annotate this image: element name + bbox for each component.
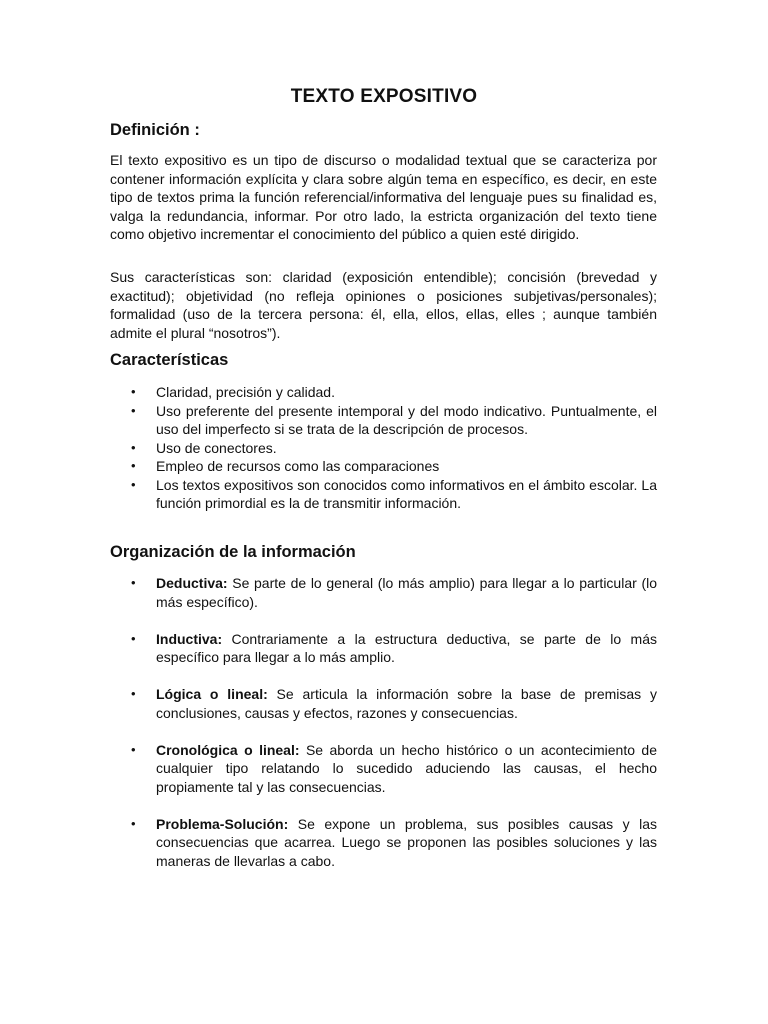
organization-term: Problema-Solución: — [156, 815, 289, 832]
list-item-text: Los textos expositivos son conocidos como informativos en el ámbito escolar. La función primordial es la de transmitir información. — [156, 476, 657, 511]
bullet-icon: • — [131, 384, 136, 399]
list-item — [110, 741, 657, 797]
bullet-icon: • — [131, 458, 136, 473]
list-item-text: Claridad, precisión y calidad. — [156, 384, 335, 400]
organization-description: Se aborda un hecho histórico o un acontecimiento de cualquier tipo relatando lo sucedido aduciendo las causas, el hecho propiamente tal y las consecuencias. — [156, 741, 657, 795]
organization-description: Se parte de lo general (lo más amplio) para llegar a lo particular (lo más específico). — [156, 575, 657, 610]
characteristics-list — [110, 383, 657, 513]
bullet-icon: • — [131, 575, 136, 590]
list-item-text: Uso preferente del presente intemporal y del modo indicativo. Puntualmente, el uso del imperfecto si se trata de la descripción de procesos. — [156, 402, 657, 437]
list-item — [110, 383, 657, 402]
bullet-icon: • — [131, 439, 136, 455]
bullet-icon: • — [131, 815, 136, 831]
list-item — [110, 630, 657, 667]
list-item — [110, 685, 657, 722]
organization-term: Lógica o lineal: — [156, 686, 268, 702]
list-item-text: Uso de conectores. — [156, 439, 277, 456]
definition-heading: Definición : — [110, 121, 200, 139]
organization-list — [110, 574, 657, 889]
list-item — [110, 439, 657, 458]
list-item — [110, 476, 657, 513]
bullet-icon: • — [131, 686, 136, 701]
organization-term: Cronológica o lineal: — [156, 741, 300, 758]
bullet-icon: • — [131, 402, 136, 418]
list-item — [110, 574, 657, 611]
characteristics-heading: Características — [110, 351, 229, 369]
list-item — [110, 815, 657, 871]
organization-heading: Organización de la información — [110, 543, 356, 561]
list-item — [110, 457, 657, 476]
organization-description: Contrariamente a la estructura deductiva, se parte de lo más específico para llegar a lo más amplio. — [156, 630, 657, 665]
organization-description: Se expone un problema, sus posibles causas y las consecuencias que acarrea. Luego se proponen las posibles soluciones y las maneras de llevarlas a cabo. — [156, 815, 657, 869]
bullet-icon: • — [131, 741, 136, 757]
list-item-text: Empleo de recursos como las comparaciones — [156, 458, 440, 474]
organization-term: Inductiva: — [156, 630, 223, 647]
organization-description: Se articula la información sobre la base de premisas y conclusiones, causas y efectos, razones y consecuencias. — [156, 686, 657, 721]
bullet-icon: • — [131, 476, 136, 492]
organization-term: Deductiva: — [156, 575, 228, 591]
definition-paragraph-1: El texto expositivo es un tipo de discurso o modalidad textual que se caracteriza por contener información explícita y clara sobre algún tema en específico, es decir, en este tipo de textos prima la función referencial/informativa del lenguaje pues su finalidad es, valga la redundancia, informar. Por otro lado, la estricta organización del texto tiene como objetivo incrementar el conocimiento del público a quien esté dirigido. — [110, 152, 657, 242]
definition-paragraph-2: Sus características son: claridad (exposición entendible); concisión (brevedad y exactitud); objetividad (no refleja opiniones o posiciones subjetivas/personales); formalidad (uso de la tercera persona: él, ella, ellos, ellas, elles ; aunque también admite el plural “nosotros”). — [110, 269, 657, 341]
list-item — [110, 402, 657, 439]
document-title: TEXTO EXPOSITIVO — [290, 86, 478, 107]
bullet-icon: • — [131, 630, 136, 646]
